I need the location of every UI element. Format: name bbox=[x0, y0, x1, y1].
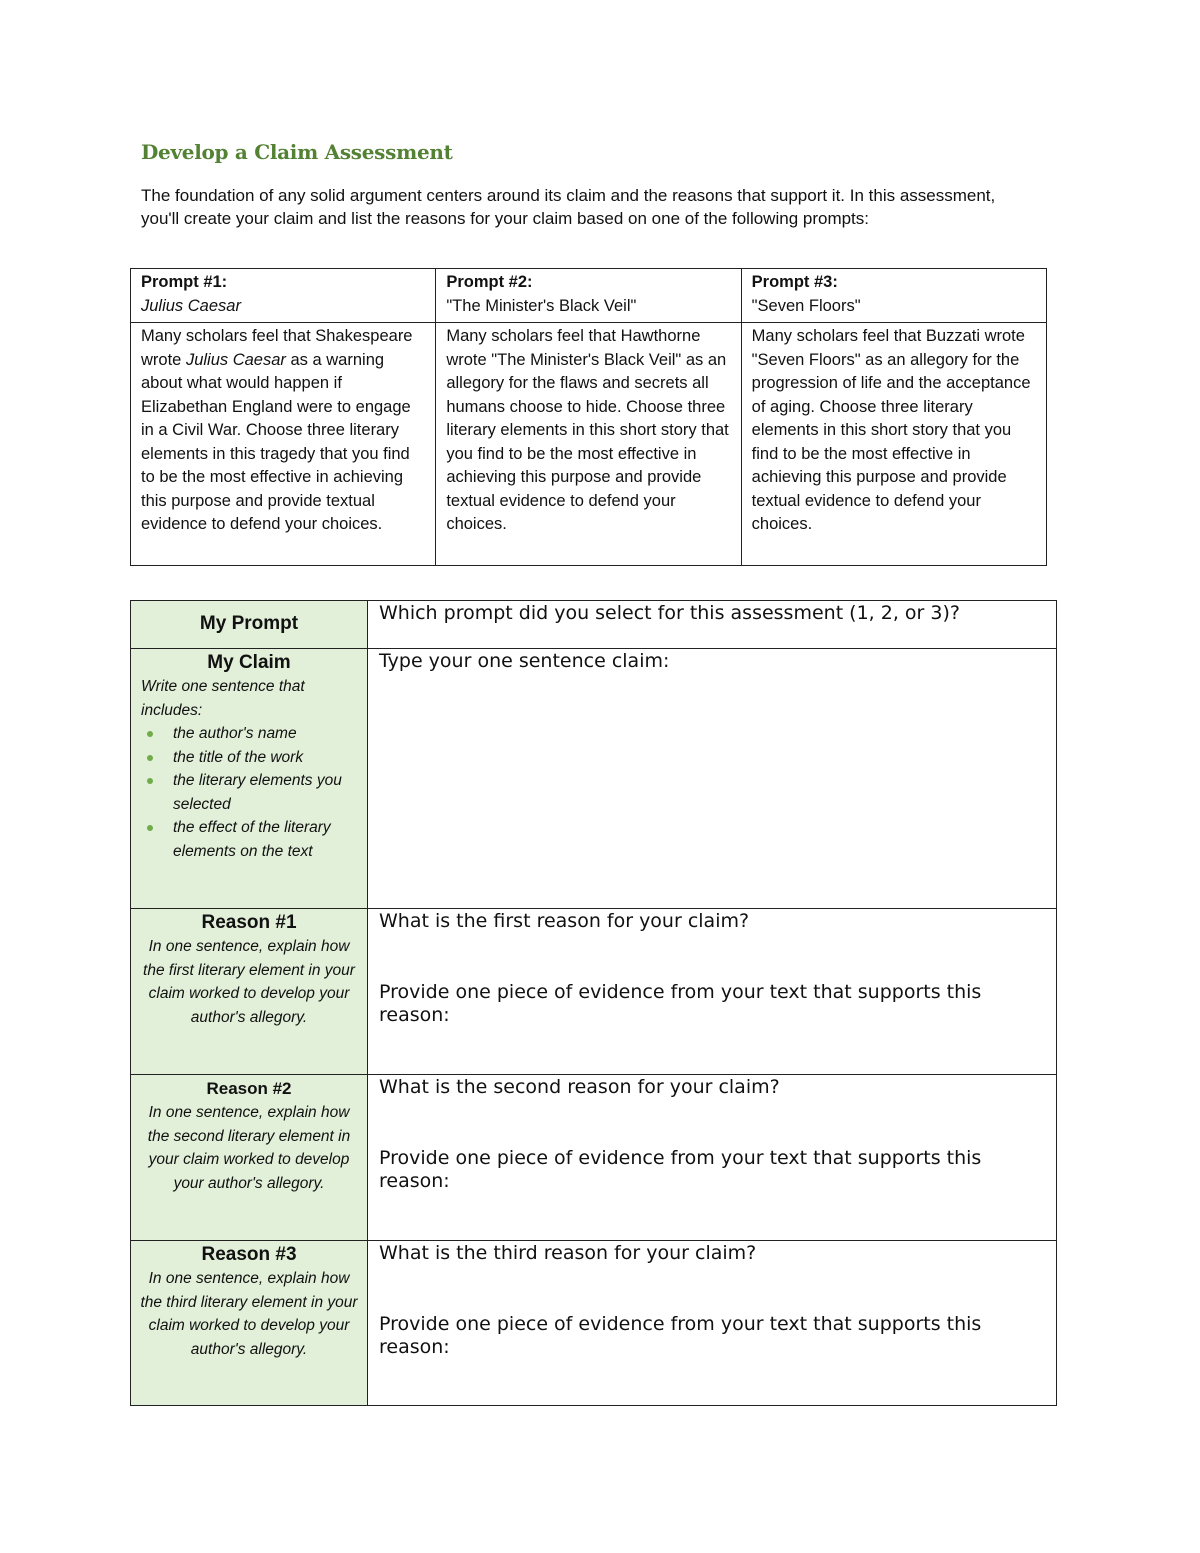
reason-1-input[interactable] bbox=[368, 909, 1057, 1075]
bullet-text: the literary elements you selected bbox=[173, 772, 342, 813]
bullet-icon bbox=[147, 731, 153, 737]
reason-1-question: What is the first reason for your claim? bbox=[379, 910, 750, 932]
reason-3-evidence-prompt: Provide one piece of evidence from your text that supports this reason: bbox=[379, 1312, 982, 1358]
reason-1-instruction: In one sentence, explain how the first literary element in your claim worked to develop your author's allegory. bbox=[143, 938, 355, 1026]
intro-paragraph: The foundation of any solid argument centers around its claim and the reasons that support it. In this assessment, you'll create your claim and list the reasons for your claim based on one of the following prompts: bbox=[141, 186, 996, 228]
reason-3-row bbox=[131, 1241, 1057, 1406]
prompt-1-text bbox=[131, 323, 436, 566]
prompts-header-row bbox=[131, 269, 1047, 323]
prompt-2-work: "The Minister's Black Veil" bbox=[446, 296, 637, 315]
page-title: Develop a Claim Assessment bbox=[141, 140, 453, 164]
reason-2-instruction: In one sentence, explain how the second literary element in your claim worked to develop your author's allegory. bbox=[147, 1104, 351, 1192]
my-prompt-input[interactable] bbox=[368, 601, 1057, 649]
claim-form-table bbox=[130, 600, 1057, 1406]
bullet-text: the title of the work bbox=[173, 748, 304, 766]
my-prompt-question: Which prompt did you select for this assessment (1, 2, or 3)? bbox=[379, 602, 960, 624]
prompts-table bbox=[130, 268, 1047, 566]
bullet-text: the author's name bbox=[173, 725, 297, 742]
reason-3-label-cell bbox=[131, 1241, 368, 1406]
reason-2-evidence-prompt: Provide one piece of evidence from your text that supports this reason: bbox=[379, 1146, 982, 1192]
list-item bbox=[173, 722, 359, 746]
bullet-icon bbox=[147, 755, 153, 761]
my-claim-input[interactable] bbox=[368, 649, 1057, 909]
reason-1-row bbox=[131, 909, 1057, 1075]
reason-2-row bbox=[131, 1075, 1057, 1241]
prompt-1-header bbox=[131, 269, 436, 323]
my-prompt-row bbox=[131, 601, 1057, 649]
prompt-1-text-title: Julius Caesar bbox=[185, 350, 286, 369]
prompt-1-label: Prompt #1: bbox=[141, 273, 228, 291]
list-item bbox=[173, 816, 359, 863]
my-claim-row bbox=[131, 649, 1057, 909]
prompt-2-text: Many scholars feel that Hawthorne wrote "The Minister's Black Veil" as an allegory for the flaws and secrets all humans choose to hide. Choose three literary elements in this short story that you find to be the most effective in achieving this purpose and provide textual evidence to defend your choices. bbox=[436, 323, 741, 566]
my-claim-bullet-list bbox=[141, 722, 359, 863]
reason-1-evidence-prompt: Provide one piece of evidence from your text that supports this reason: bbox=[379, 980, 982, 1026]
prompt-2-label: Prompt #2: bbox=[446, 273, 533, 291]
reason-1-label-cell bbox=[131, 909, 368, 1075]
bullet-icon bbox=[147, 825, 153, 831]
prompt-3-label: Prompt #3: bbox=[751, 273, 838, 291]
prompt-2-header bbox=[436, 269, 741, 323]
prompts-body-row bbox=[131, 323, 1047, 566]
my-claim-label: My Claim bbox=[207, 652, 291, 673]
my-claim-question: Type your one sentence claim: bbox=[379, 650, 670, 672]
reason-3-label: Reason #3 bbox=[201, 1244, 297, 1265]
bullet-icon bbox=[147, 778, 153, 784]
list-item bbox=[173, 769, 359, 816]
prompt-1-work: Julius Caesar bbox=[141, 296, 241, 315]
reason-3-question: What is the third reason for your claim? bbox=[379, 1242, 757, 1264]
reason-2-input[interactable] bbox=[368, 1075, 1057, 1241]
prompt-1-text-end: as a warning about what would happen if Elizabethan England were to engage in a Civil War. Choose three literary elements in this tragedy that you find to be the most effective in achieving this purpose and provide textual evidence to defend your choices. bbox=[141, 350, 411, 533]
my-claim-instructions bbox=[139, 675, 359, 863]
reason-2-label: Reason #2 bbox=[206, 1079, 292, 1098]
prompt-3-text: Many scholars feel that Buzzati wrote "Seven Floors" as an allegory for the progression of life and the acceptance of aging. Choose three literary elements in this short story that you find to be the most effective in achieving this purpose and provide textual evidence to defend your choices. bbox=[741, 323, 1046, 566]
reason-1-label: Reason #1 bbox=[201, 912, 297, 933]
reason-3-instruction: In one sentence, explain how the third literary element in your claim worked to develop your author's allegory. bbox=[140, 1270, 358, 1358]
prompt-3-work: "Seven Floors" bbox=[751, 296, 861, 315]
my-prompt-label: My Prompt bbox=[199, 612, 299, 634]
prompt-1-text-start: Many scholars feel that Shakespeare wrote bbox=[141, 327, 413, 369]
prompt-3-header bbox=[741, 269, 1046, 323]
my-claim-instruction: Write one sentence that includes: bbox=[141, 678, 305, 719]
reason-2-label-cell bbox=[131, 1075, 368, 1241]
reason-2-question: What is the second reason for your claim? bbox=[379, 1076, 780, 1098]
bullet-text: the effect of the literary elements on the text bbox=[173, 819, 331, 860]
reason-3-input[interactable] bbox=[368, 1241, 1057, 1406]
list-item bbox=[173, 746, 359, 770]
my-claim-label-cell bbox=[131, 649, 368, 909]
my-prompt-label-cell bbox=[131, 601, 368, 649]
